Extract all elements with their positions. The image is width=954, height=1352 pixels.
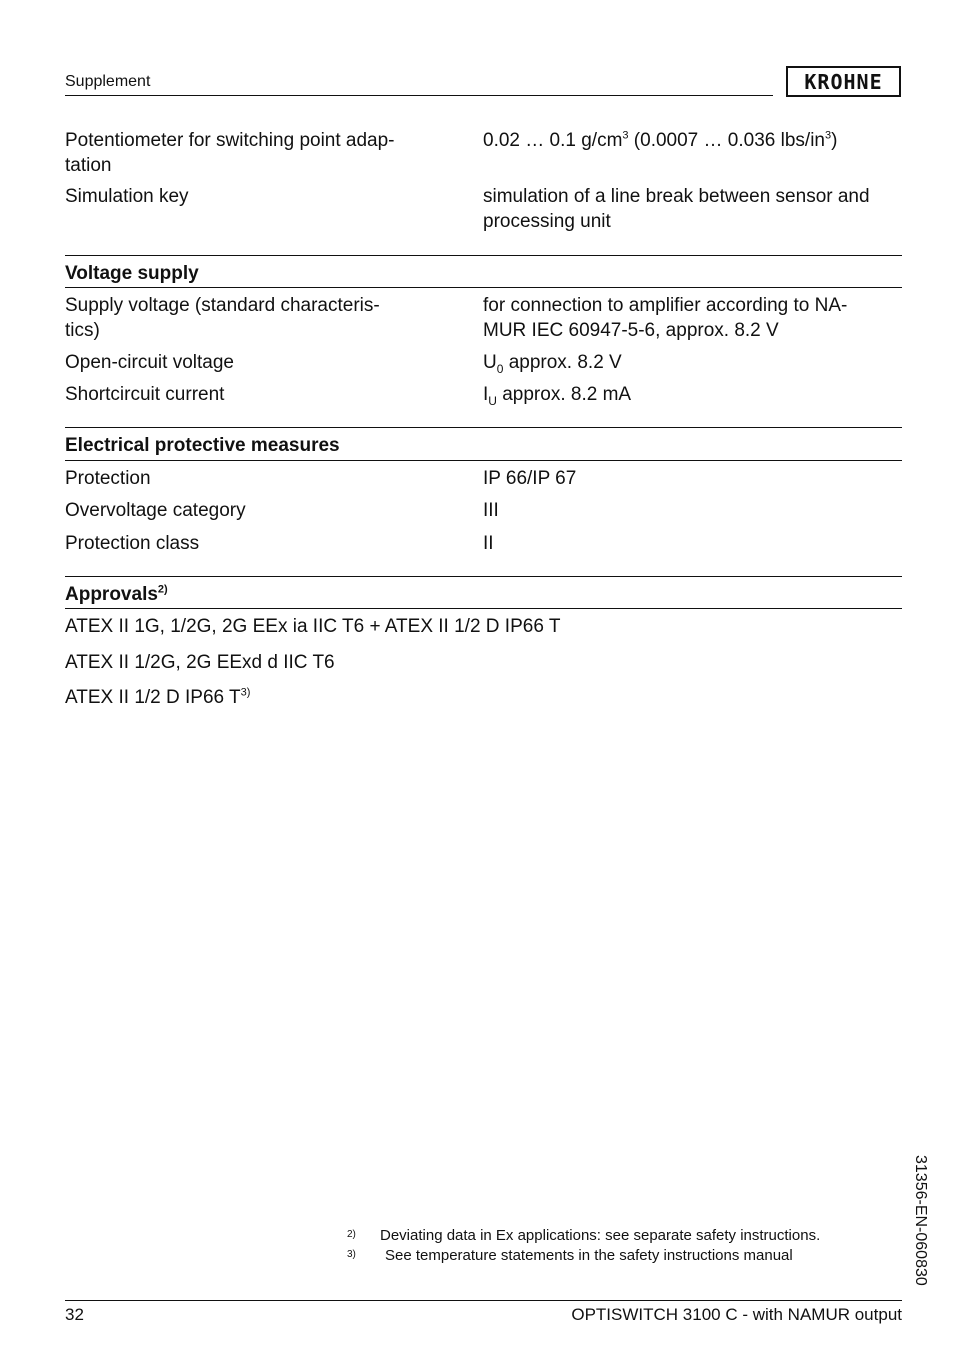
overvoltage-category-label: Overvoltage category — [65, 500, 246, 521]
approval-item: ATEX II 1/2 D IP66 $T^{3)}$ — [65, 686, 251, 708]
open-circuit-voltage-value: $U_0$ approx. 8.2 V — [483, 352, 622, 376]
supply-voltage-label: Supply voltage (standard characteris- tics) — [65, 295, 380, 341]
overvoltage-category-value: III — [483, 500, 499, 521]
potentiometer-value: 0.02 … 0.1 $g/cm^3$ (0.0007 … 0.036 lbs/$in^3$) — [483, 129, 838, 151]
footnote-text: See temperature statements in the safety instructions manual — [385, 1247, 793, 1264]
section-rule — [65, 460, 902, 461]
protection-value: IP 66/IP 67 — [483, 468, 577, 489]
voltage-supply-title: Voltage supply — [65, 263, 199, 284]
approval-item: ATEX II 1/2G, 2G EExd d IIC T6 — [65, 652, 335, 673]
krohne-logo — [786, 66, 901, 97]
approval-item: ATEX II 1G, 1/2G, 2G EEx ia IIC T6 + ATEX II 1/2 D IP66 T — [65, 616, 561, 637]
shortcircuit-current-label: Shortcircuit current — [65, 384, 225, 405]
protection-label: Protection — [65, 468, 151, 489]
page-number: 32 — [65, 1305, 84, 1324]
simulation-key-label: Simulation key — [65, 186, 189, 207]
logo-text: KROHNE — [804, 69, 883, 94]
section-rule — [65, 287, 902, 288]
footnote-text: Deviating data in Ex applications: see separate safety instructions. — [380, 1227, 821, 1244]
electrical-protective-title: Electrical protective measures — [65, 435, 340, 456]
protection-class-label: Protection class — [65, 533, 200, 554]
footnote-mark: 2) — [347, 1229, 356, 1240]
header-rule — [65, 95, 773, 96]
section-rule — [65, 576, 902, 577]
section-rule — [65, 427, 902, 428]
open-circuit-voltage-label: Open-circuit voltage — [65, 352, 234, 373]
document-code: 31356-EN-060830 — [912, 1155, 929, 1286]
approvals-title: Approvals$^{2)}$ — [65, 583, 168, 605]
footer-rule — [65, 1300, 902, 1301]
shortcircuit-current-value: $I_U$ approx. 8.2 mA — [483, 384, 632, 408]
supply-voltage-value: for connection to amplifier according to NA- MUR IEC 60947-5-6, approx. 8.2 V — [483, 295, 848, 341]
simulation-key-value: simulation of a line break between sensor and processing unit — [483, 186, 870, 232]
footnote-mark: 3) — [347, 1249, 356, 1260]
section-rule — [65, 255, 902, 256]
protection-class-value: II — [483, 533, 494, 554]
footer-title: OPTISWITCH 3100 C - with NAMUR output — [571, 1305, 902, 1324]
header-section-title: Supplement — [65, 73, 151, 90]
section-rule — [65, 608, 902, 609]
potentiometer-label: Potentiometer for switching point adap- tation — [65, 130, 395, 176]
